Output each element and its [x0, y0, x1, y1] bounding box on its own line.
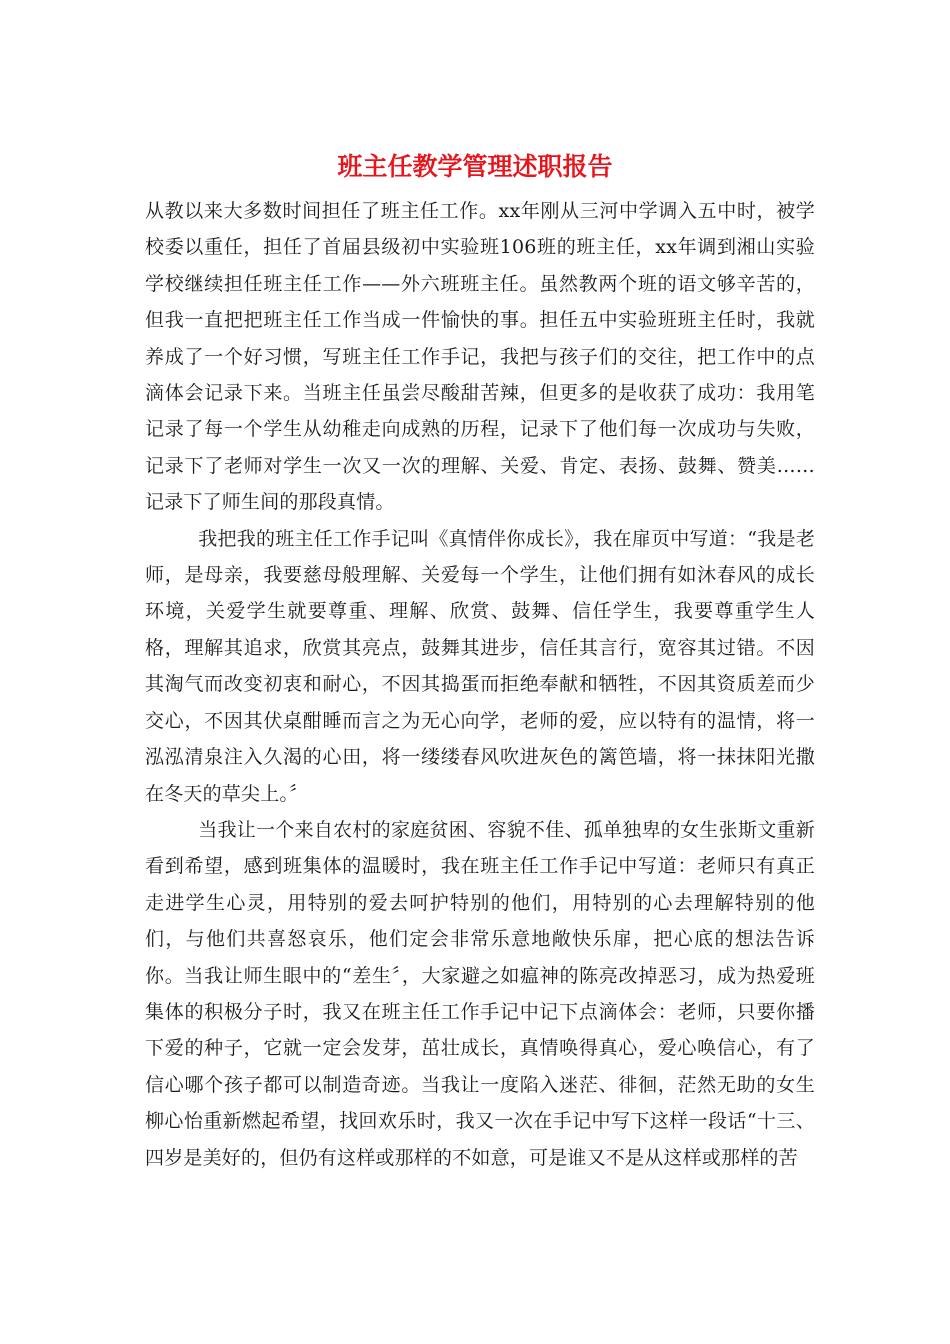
paragraph-2: 我把我的班主任工作手记叫《真情伴你成长》，我在扉页中写道：“我是老师，是母亲，我要慈母般理解、关爱每一个学生，让他们拥有如沐春风的成长环境，关爱学生就要尊重、理解、欣赏、鼓舞、信任学生，我要尊重学生人格，理解其追求，欣赏其亮点，鼓舞其进步，信任其言行，宽容其过错。不因其淘气而改变初衷和耐心，不因其捣蛋而拒绝奉献和牺牲，不因其资质差而少交心，不因其伏桌酣睡而言之为无心向学，老师的爱，应以特有的温情，将一泓泓清泉注入久渴的心田，将一缕缕春风吹进灰色的篱笆墙，将一抹抹阳光撒在冬天的草尖上。〞: [145, 527, 815, 805]
document-title: 班主任教学管理述职报告: [337, 152, 613, 181]
paragraph-1: 从教以来大多数时间担任了班主任工作。xx年刚从三河中学调入五中时，被学校委以重任，担任了首届县级初中实验班106班的班主任，xx年调到湘山实验学校继续担任班主任工作——外六班班主任。虽然教两个班的语文够辛苦的，但我一直把把班主任工作当成一件愉快的事。担任五中实验班班主任时，我就养成了一个好习惯，写班主任工作手记，我把与孩子们的交往，把工作中的点滴体会记录下来。当班主任虽尝尽酸甜苦辣，但更多的是收获了成功：我用笔记录了每一个学生从幼稚走向成熟的历程，记录下了他们每一次成功与失败，记录下了老师对学生一次又一次的理解、关爱、肯定、表扬、鼓舞、赞美……记录下了师生间的那段真情。: [145, 200, 815, 514]
paragraph-3: 当我让一个来自农村的家庭贫困、容貌不佳、孤单独卑的女生张斯文重新看到希望，感到班集体的温暖时，我在班主任工作手记中写道：老师只有真正走进学生心灵，用特别的爱去呵护特别的他们，用特别的心去理解特别的他们，与他们共喜怒哀乐，他们定会非常乐意地敞快乐扉，把心底的想法告诉你。当我让师生眼中的“差生〞，大家避之如瘟神的陈亮改掉恶习，成为热爱班集体的积极分子时，我又在班主任工作手记中记下点滴体会：老师，只要你播下爱的种子，它就一定会发芽，茁壮成长，真情唤得真心，爱心唤信心，有了信心哪个孩子都可以制造奇迹。当我让一度陷入迷茫、徘徊，茫然无助的女生柳心怡重新燃起希望，找回欢乐时，我又一次在手记中写下这样一段话“十三、四岁是美好的，但仍有这样或那样的不如意，可是谁又不是从这样或那样的苦: [145, 818, 815, 1169]
document-body: [145, 193, 815, 1176]
